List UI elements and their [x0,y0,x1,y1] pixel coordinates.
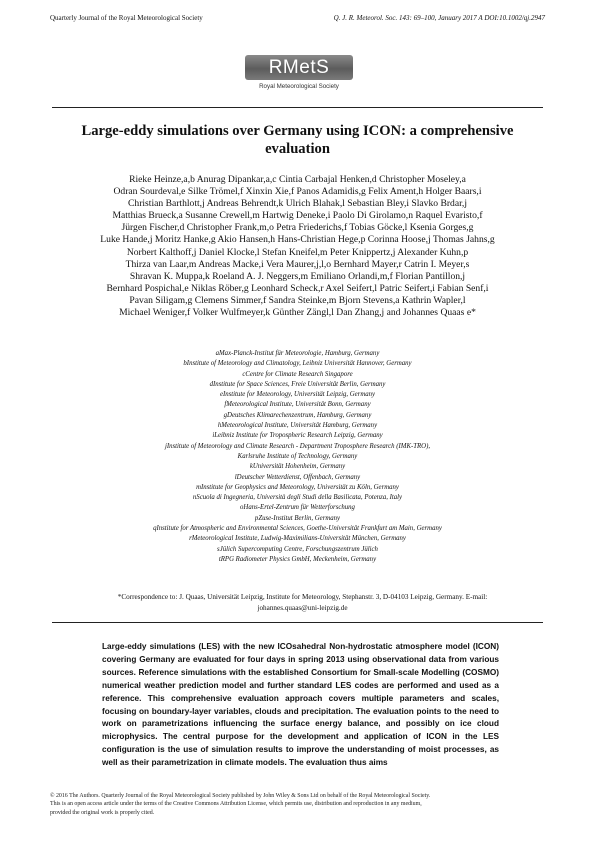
affiliation: nScuola di Ingegneria, Università degli Studi della Basilicata, Potenza, Italy [192,494,403,502]
footer-line: This is an open access article under the terms of the Creative Commons Attribution License, which permits use, distribution and reproduction in any medium, [50,801,422,808]
affiliation: fMeteorological Institute, Universität Bonn, Germany [224,401,371,409]
affiliation: cCentre for Climate Research Singapore [242,370,353,378]
author-line: Odran Sourdeval,e Silke Trömel,f Xinxin Xie,f Panos Adamidis,g Felix Ament,h Holger Baars,i [113,186,482,198]
author-list [50,174,545,319]
affiliation: bInstitute of Meteorology and Climatology, Leibniz Universität Hannover, Germany [183,360,412,368]
author-line: Michael Weniger,f Volker Wulfmeyer,k Günther Zängl,l Dan Zhang,j and Johannes Quaas e* [119,307,476,319]
author-line: Pavan Siligam,g Clemens Simmer,f Sandra Steinke,m Bjorn Stevens,a Kathrin Wapler,l [129,294,466,306]
correspondence [60,592,545,613]
affiliation: dInstitute for Space Sciences, Freie Universität Berlin, Germany [209,380,386,388]
affiliation: hMeteorological Institute, Universität Hamburg, Germany [217,422,378,430]
author-line: Rieke Heinze,a,b Anurag Dipankar,a,c Cintia Carbajal Henken,d Christopher Moseley,a [129,174,466,185]
paper-title: Large-eddy simulations over Germany using ICON: a comprehensive evaluation [81,123,514,157]
affiliation: mInstitute for Geophysics and Meteorology, Universität zu Köln, Germany [196,483,399,491]
correspondence-address: *Correspondence to: J. Quaas, Universität Leipzig, Institute for Meteorology, Stephanstr. 3, D-04103 Leipzig, Germany. E-mail: [117,593,488,601]
abstract-text: Large-eddy simulations (LES) with the new ICOsahedral Non-hydrostatic atmosphere model (ICON) covering Germany are evaluated for four days in spring 2013 using observational data from various sources. Reference simulations with the established Consortium for Small-scale Modelling (COSMO) numerical weather prediction model and further standard LES codes are performed and used as a reference. This comprehensive evaluation approach covers multiple parameters and scales, focusing on boundary-layer variables, clouds and precipitation. The evaluation points to the need to work on parametrizations influencing the surface energy balance, and possibly on ice cloud microphysics. The central purpose for the development and application of ICON in the LES configuration is the use of simulation results to improve the understanding of moist processes, as well as their parametrization in climate models. The evaluation thus aims [102,642,499,768]
rmets-logo [243,55,355,103]
author-line: Luke Hande,j Moritz Hanke,g Akio Hansen,h Hans-Christian Hege,p Corinna Hoose,j Thomas Jahns,g [100,234,495,246]
author-line: Thirza van Laar,m Andreas Macke,i Vera Maurer,j,l,o Bernhard Mayer,r Catrin I. Meyer,s [125,258,470,270]
footer-line: provided the original work is properly cited. [50,809,155,816]
affiliation: iLeibniz Institute for Tropospheric Research Leipzig, Germany [212,432,383,440]
affiliation: qInstitute for Atmospheric and Environmental Sciences, Goethe-Universität Frankfurt am Main, Germany [153,525,442,533]
affiliation: gDeutsches Klimarechenzentrum, Hamburg, Germany [223,411,372,419]
top-divider [52,107,543,108]
copyright-footer [50,792,545,817]
abstract-divider [52,622,543,623]
affiliation: sJülich Supercomputing Centre, Forschungszentrum Jülich [217,545,378,553]
author-line: Norbert Kalthoff,j Daniel Klocke,l Stefan Kneifel,m Peter Knippertz,j Alexander Kuhn,p [126,246,469,258]
affiliation: aMax-Planck-Institut für Meteorologie, Hamburg, Germany [215,350,380,357]
logo-wordmark: RMetS [245,55,353,80]
author-line: Bernhard Pospichal,e Niklas Röber,g Leonhard Scheck,r Axel Seifert,l Patric Seifert,i Fabian Senf,i [106,282,489,294]
author-line: Jürgen Fischer,d Christopher Frank,m,o Petra Friederichs,f Tobias Göcke,l Ksenia Gorges,g [121,222,474,234]
author-line: Christian Barthlott,j Andreas Behrendt,k Ulrich Blahak,l Sebastian Bley,i Slavko Brdar,j [128,198,467,210]
affiliation: jInstitute of Meteorology and Climate Research - Department Troposphere Research (IMK-TRO), [164,442,431,450]
correspondence-email[interactable]: johannes.quaas@uni-leipzig.de [257,603,348,612]
footer-line: © 2016 The Authors. Quarterly Journal of the Royal Meteorological Society published by John Wiley & Sons Ltd on behalf of the Royal Meteorological Society. [50,793,431,799]
logo-subtitle: Royal Meteorological Society [259,83,339,90]
journal-name: Quarterly Journal of the Royal Meteorological Society [50,14,203,22]
running-header [50,12,545,24]
affiliation: kUniversität Hohenheim, Germany [249,463,346,471]
author-line: Matthias Brueck,a Susanne Crewell,m Hartwig Deneke,i Paolo Di Girolamo,n Raquel Evaristo,f [112,210,483,222]
affiliation: tRPG Radiometer Physics GmbH, Meckenheim, Germany [218,555,377,563]
affiliation: lDeutscher Wetterdienst, Offenbach, Germany [234,473,361,481]
affiliation: pZuse-Institut Berlin, Germany [254,514,341,522]
affiliation: eInstitute for Meteorology, Universität Leipzig, Germany [219,391,376,399]
affiliation: oHans-Ertel-Zentrum für Wetterforschung [240,504,355,512]
affiliation: Karlsruhe Institute of Technology, Germany [237,452,358,460]
author-line: Shravan K. Muppa,k Roeland A. J. Neggers,m Emiliano Orlandi,m,f Florian Pantillon,j [129,270,466,282]
affiliation: rMeteorological Institute, Ludwig-Maximilians-Universität München, Germany [189,535,406,543]
citation-doi: Q. J. R. Meteorol. Soc. 143: 69–100, January 2017 A DOI:10.1002/qj.2947 [333,14,545,22]
affiliation-list [50,349,545,565]
